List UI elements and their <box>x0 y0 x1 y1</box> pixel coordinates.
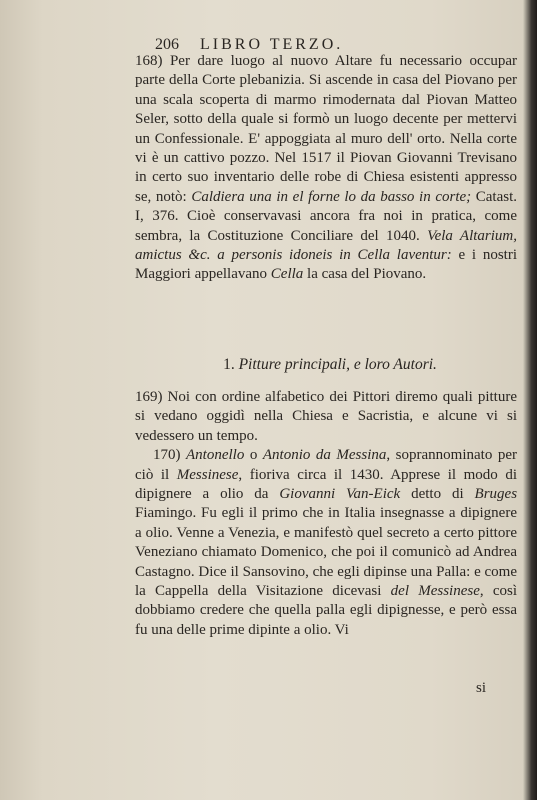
para-170-text-e: Fiamingo. Fu egli il primo che in Italia insegnasse a dipignere a olio. Venne a Venezia, e manifestò quel secreto a certo pittore Veneziano chiamato Domenico, che poi il comunicò ad Andrea Castagno. Dice il Sansovino, che egli dipinse una Palla: e come la Cappella della Visitazione dicevasi <box>135 505 517 600</box>
para-170-del-messinese: del Messinese <box>390 583 480 600</box>
para-170-text-f: , così dobbiamo credere che quella palla egli dipignesse, e però essa fu una delle prime dipinte a olio. Vi <box>135 583 518 638</box>
paragraph-170 <box>135 446 517 640</box>
para-168-text: 168) Per dare luogo al nuovo Altare fu necessario occupar parte della Corte plebanizia. Si ascende in casa del Piovano per una scala scoperta di marmo rimodernata dal Piovan Matteo Seler, sotto della quale si formò un luogo decente per mettervi un Confessionale. E' appoggiata al muro dell' orto. Nella corte vi è un cattivo pozzo. Nel 1517 il Piovan Giovanni Trevisano in certo suo inventario delle robe di Chiesa esistenti appresso se, notò: <box>135 53 517 205</box>
catchword: si <box>476 680 487 696</box>
para-170-number: 170) <box>153 447 181 464</box>
para-170-text-c: , fioriva circa il 1430. Apprese il modo di dipignere a olio da <box>135 466 517 503</box>
section-title: Pitture principali, e loro Autori. <box>238 356 437 373</box>
para-168-cella: Cella <box>270 266 304 283</box>
para-170-messinese: Messinese <box>176 466 239 483</box>
running-title: LIBRO TERZO. <box>200 36 344 53</box>
section-heading <box>150 356 510 374</box>
section-number: 1. <box>223 356 235 373</box>
para-170-text-d: detto di <box>411 486 464 503</box>
paragraphs-169-170 <box>135 388 517 640</box>
para-170-o: o <box>249 447 258 464</box>
para-168-quote: Caldiera una in el forne lo da basso in corte; <box>191 188 472 205</box>
para-168-text-b: Catast. I, 376. Cioè conservavasi ancora fra noi in pratica, come sembra, la Costituzione Conciliare del 1040. <box>135 188 518 244</box>
para-170-bruges: Bruges <box>474 486 518 503</box>
paragraph-169: 169) Noi con ordine alfabetico dei Pittori diremo quali pitture si vedano oggidì nella Chiesa e Sacristia, e alcune vi si vedessero un tempo. <box>135 389 517 444</box>
para-168-text-d: la casa del Piovano. <box>307 266 427 283</box>
book-spine-shadow <box>523 0 537 800</box>
para-170-antonello: Antonello <box>186 447 245 464</box>
para-168-latin: Vela Altarium, amictus &c. a personis idoneis in Cella laventur: <box>135 227 517 264</box>
page-number: 206 <box>155 36 179 53</box>
paragraph-168 <box>135 52 517 285</box>
para-170-text-b: , soprannominato per ciò il <box>135 447 517 483</box>
para-170-antonio: Antonio da Messina <box>262 447 387 464</box>
para-168-text-c: e i nostri Maggiori appellavano <box>135 247 517 283</box>
para-170-vaneick: Giovanni Van-Eick <box>279 486 401 503</box>
